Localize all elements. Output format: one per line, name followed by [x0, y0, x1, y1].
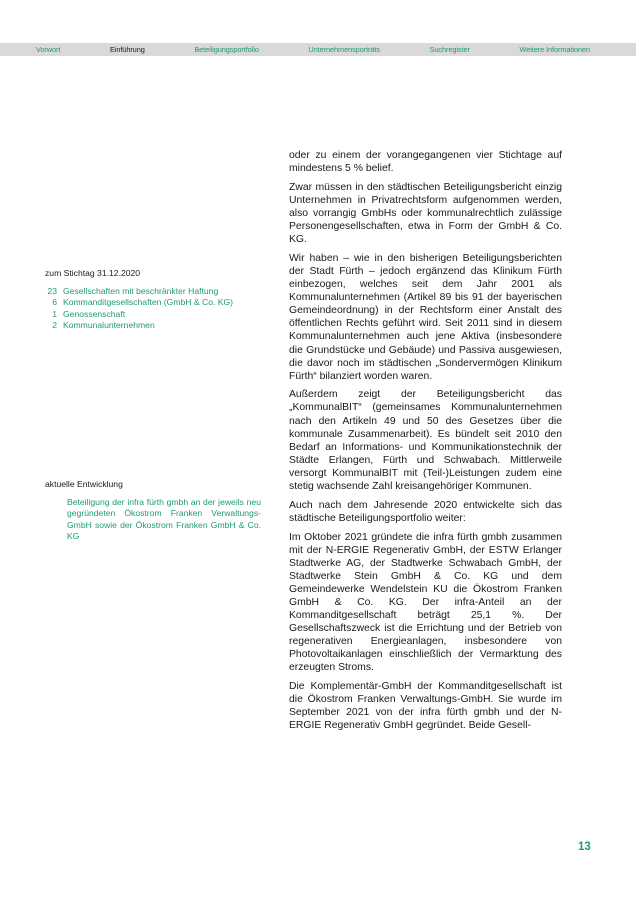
list-item-label: Kommunalunternehmen	[63, 320, 155, 331]
nav-item-suchregister[interactable]: Suchregister	[429, 45, 470, 54]
nav-item-beteiligungsportfolio[interactable]: Beteiligungsportfolio	[194, 45, 259, 54]
nav-item-unternehmensportraets[interactable]: Unternehmensporträts	[308, 45, 380, 54]
paragraph: oder zu einem der vorangegangenen vier Stichtage auf mindestens 5 % belief.	[289, 150, 562, 175]
list-item-label: Genossenschaft	[63, 308, 126, 319]
sidebar-entwicklung	[45, 479, 261, 543]
entwicklung-text: Beteiligung der infra fürth gmbh an der jeweils neu gegründeten Ökostrom Franken Verwaltungs-GmbH sowie der Ökostrom Franken GmbH & Co. KG	[67, 496, 261, 542]
stichtag-heading: zum Stichtag 31.12.2020	[45, 268, 141, 278]
nav-item-weitere-informationen[interactable]: Weitere Informationen	[519, 45, 590, 54]
gesellschaften-list	[45, 286, 261, 332]
list-item-count: 6	[52, 297, 57, 308]
list-item-count: 2	[52, 320, 57, 331]
list-item	[45, 297, 261, 309]
paragraph: Im Oktober 2021 gründete die infra fürth gmbh zusammen mit der N-ERGIE Regenerativ GmbH, der ESTW Erlanger Stadtwerke AG, der Stadtwerke Schwabach GmbH, der Stadtwerke Stein GmbH & Co. KG und dem Gemeindewerke Wendelstein KU die Ökostrom Franken GmbH & Co. KG. Der infra-Anteil an der Kommanditgesellschaft beträgt 25,1 %. Der Gesellschaftszweck ist die Errichtung und der Betrieb von regenerativen Energieanlagen, insbesondere von Photovoltaikanlagen einschließlich der Vermarktung des erzeugten Stroms.	[289, 531, 562, 674]
list-item	[45, 286, 261, 298]
paragraph: Auch nach dem Jahresende 2020 entwickelte sich das städtische Beteiligungsportfolio weiter:	[289, 499, 562, 524]
paragraph: Die Komplementär-GmbH der Kommanditgesellschaft ist die Ökostrom Franken Verwaltungs-GmbH. Sie wurde im September 2021 von der infra fürth gmbh und der N-ERGIE Regenerativ GmbH gegründet. Beide Gesell-	[289, 681, 562, 732]
list-item-count: 1	[52, 308, 57, 319]
entwicklung-heading: aktuelle Entwicklung	[45, 479, 123, 489]
list-item	[45, 309, 261, 321]
paragraph: Außerdem zeigt der Beteiligungsbericht das „KommunalBIT“ (gemeinsames Kommunalunternehmen nach den Artikeln 49 und 50 des Gesetzes über die kommunale Zusammenarbeit). Es bündelt seit 2010 den Bedarf an Informations- und Kommunikationstechnik der Städte Erlangen, Fürth und Schwabach. Mittlerweile versorgt KommunalBIT mit (Teil-)Leistungen zudem eine stetig wachsende Zahl kreisangehöriger Kommunen.	[289, 389, 562, 493]
page-number: 13	[578, 841, 591, 853]
list-item	[45, 320, 261, 332]
sidebar-stichtag	[45, 268, 261, 332]
top-navigation	[0, 43, 636, 56]
nav-item-vorwort[interactable]: Vorwort	[36, 45, 61, 54]
paragraph: Zwar müssen in den städtischen Beteiligungsbericht einzig Unternehmen in Privatrechtsform aufgenommen werden, also vorrangig GmbHs oder kommunalrechtlich zulässige Personengesellschaften, etwa in Form der GmbH & Co. KG.	[289, 181, 562, 246]
nav-item-einfuehrung[interactable]: Einführung	[109, 45, 145, 54]
list-item-label: Gesellschaften mit beschränkter Haftung	[63, 285, 219, 296]
paragraph: Wir haben – wie in den bisherigen Beteiligungsberichten der Stadt Fürth – jedoch ergänzend das Klinikum Fürth einbezogen, welches seit dem Jahr 2001 als Kommunalunternehmen (Artikel 89 bis 91 der bayerischen Gemeindeordnung) in der Rechtsform einer Anstalt des öffentlichen Rechts geführt wird. Seit 2011 sind in diesem Kommunalunternehmen auch jene Aktiva (insbesondere die Grundstücke und Gebäude) und Passiva ausgewiesen, die davor noch im städtischen „Sondervermögen Klinikum Fürth“ bilanziert worden waren.	[289, 252, 562, 382]
list-item-label: Kommanditgesellschaften (GmbH & Co. KG)	[63, 297, 234, 308]
list-item-count: 23	[47, 285, 57, 296]
main-text-column	[289, 149, 562, 738]
